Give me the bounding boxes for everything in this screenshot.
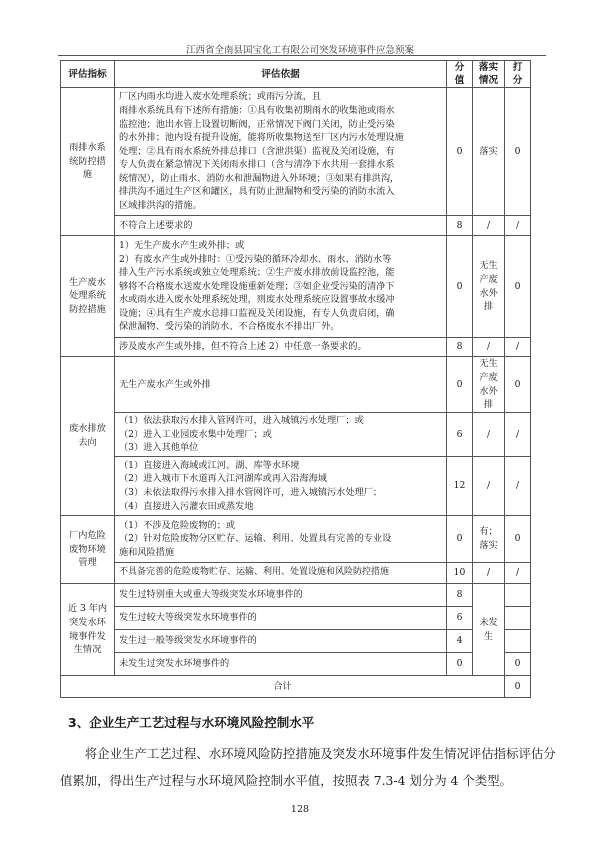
header-basis: 评估依据	[115, 61, 447, 88]
mark-cell: 0	[505, 653, 531, 676]
basis-cell: 1）无生产废水产生或外排；或 2）有废水产生或外排时：①受污染的循环冷却水、雨水、消防水等 排入生产污水系统或独立处理系统；②生产废水排放前设监控池，能 够将不合格废水送废水处理设施重新处理；③如企业受污染的清净下 水或雨水进入废水处理系统处理，则废水处理系统应设置事故水缓冲 设施；④具有生产废水总排口监视及关闭设施，有专人负责启闭，确 保泄漏物、受污染的消防水、不合格废水不排出厂外。	[115, 236, 447, 338]
basis-cell: 未发生过突发水环境事件的	[115, 653, 447, 676]
score-cell: 8	[447, 338, 473, 357]
mark-cell: /	[505, 413, 531, 457]
score-cell: 0	[447, 236, 473, 338]
mark-cell	[505, 607, 531, 630]
status-cell: /	[473, 216, 505, 236]
mark-cell: 0	[505, 236, 531, 338]
header-indicator: 评估指标	[61, 61, 115, 88]
score-cell: 6	[447, 413, 473, 457]
basis-cell: 发生过特别重大或重大等级突发水环境事件的	[115, 584, 447, 607]
table-row	[61, 584, 531, 607]
basis-cell: 无生产废水产生或外排	[115, 357, 447, 413]
basis-cell: 不具备完善的危险废物贮存、运输、利用、处置设施和风险防控措施	[115, 563, 447, 584]
basis-cell: 厂区内雨水均进入废水处理系统；或雨污分流，且 雨排水系统具有下述所有措施：①具有收集初期雨水的收集池或雨水 监控池；池出水管上设置切断阀，正常情况下阀门关闭，防止受污染 的水外排；池内设有提升设施，能将所收集物送至厂区内污水处理设施 处理；②具有雨水系统外排总排口（含泄洪渠）监视及关闭设施，有 专人负责在紧急情况下关闭雨水排口（含与清净下水共用一套排水系 统情况），防止雨水、消防水和泄漏物进入外环境；③如果有排洪沟， 排洪沟不通过生产区和罐区，具有防止泄漏物和受污染的消防水流入 区域排洪沟的措施。	[115, 88, 447, 216]
score-cell: 10	[447, 563, 473, 584]
mark-cell: /	[505, 457, 531, 516]
table-row	[61, 236, 531, 338]
score-cell: 4	[447, 630, 473, 653]
mark-cell: /	[505, 563, 531, 584]
score-cell: 0	[447, 88, 473, 216]
header-score: 分 值	[447, 61, 473, 88]
mark-cell	[505, 630, 531, 653]
table-row	[61, 88, 531, 216]
mark-cell: 0	[505, 516, 531, 563]
header-rule	[58, 55, 546, 56]
category-cell: 厂内危险废物环境管理	[61, 516, 115, 584]
evaluation-table	[60, 60, 531, 698]
table-row	[61, 216, 531, 236]
status-cell: /	[473, 563, 505, 584]
score-cell: 8	[447, 584, 473, 607]
mark-cell: 0	[505, 357, 531, 413]
score-cell: 0	[447, 653, 473, 676]
category-cell: 雨排水系统防控措施	[61, 88, 115, 236]
status-cell: 落实	[473, 88, 505, 216]
score-cell: 0	[447, 516, 473, 563]
status-cell: 未发 生	[473, 584, 505, 676]
basis-cell: （1）不涉及危险废物的；或 （2）针对危险废物分区贮存、运输、利用、处置具有完善的专业设 施和风险措施	[115, 516, 447, 563]
status-cell: /	[473, 457, 505, 516]
paragraph-line: 值累加，得出生产过程与水环境风险控制水平值，按照表 7.3-4 划分为 4 个类型。	[60, 773, 512, 788]
table-row	[61, 516, 531, 563]
table-row	[61, 630, 531, 653]
mark-cell: /	[505, 338, 531, 357]
status-cell: /	[473, 338, 505, 357]
status-cell: 无生 产废 水外 排	[473, 357, 505, 413]
basis-cell: （1）依法获取污水排入管网许可，进入城镇污水处理厂；或 （2）进入工业园废水集中处理厂；或 （3）进入其他单位	[115, 413, 447, 457]
table-row	[61, 413, 531, 457]
table-row	[61, 563, 531, 584]
header-mark: 打 分	[505, 61, 531, 88]
total-mark: 0	[505, 676, 531, 698]
basis-cell: 发生过一般等级突发水环境事件的	[115, 630, 447, 653]
score-cell: 6	[447, 607, 473, 630]
header-status: 落实 情况	[473, 61, 505, 88]
basis-cell: 涉及废水产生或外排，但不符合上述 2）中任意一条要求的。	[115, 338, 447, 357]
total-label: 合计	[61, 676, 505, 698]
basis-cell: （1）直接进入海域或江河、湖、库等水环境 （2）进入城市下水道再入江河湖库或再入沿海海域 （3）未依法取得污水排入排水管网许可，进入城镇污水处理厂； （4）直接进入污灌农田或蒸发地	[115, 457, 447, 516]
paragraph-line: 将企业生产工艺过程、水环境风险防控措施及突发水环境事件发生情况评估指标评估分	[84, 746, 556, 761]
document-header: 江西省全南县国宝化工有限公司突发环境事件应急预案	[185, 45, 414, 56]
table-row	[61, 357, 531, 413]
basis-cell: 发生过较大等级突发水环境事件的	[115, 607, 447, 630]
table-row	[61, 607, 531, 630]
mark-cell	[505, 584, 531, 607]
section-title: 3、企业生产工艺过程与水环境风险控制水平	[68, 715, 315, 730]
total-row	[61, 676, 531, 698]
score-cell: 0	[447, 357, 473, 413]
mark-cell: /	[505, 216, 531, 236]
status-cell: 有； 落实	[473, 516, 505, 563]
status-cell: 无生 产废 水外 排	[473, 236, 505, 338]
category-cell: 近 3 年内突发水环境事件发生情况	[61, 584, 115, 676]
table-row	[61, 653, 531, 676]
score-cell: 12	[447, 457, 473, 516]
category-cell: 生产废水处理系统防控措施	[61, 236, 115, 357]
mark-cell: 0	[505, 88, 531, 216]
table-header-row	[61, 61, 531, 88]
page-number: 128	[290, 804, 310, 815]
body-paragraph	[60, 740, 556, 794]
table-row	[61, 338, 531, 357]
table-row	[61, 457, 531, 516]
score-cell: 8	[447, 216, 473, 236]
category-cell: 废水排放去向	[61, 357, 115, 516]
basis-cell: 不符合上述要求的	[115, 216, 447, 236]
status-cell: /	[473, 413, 505, 457]
